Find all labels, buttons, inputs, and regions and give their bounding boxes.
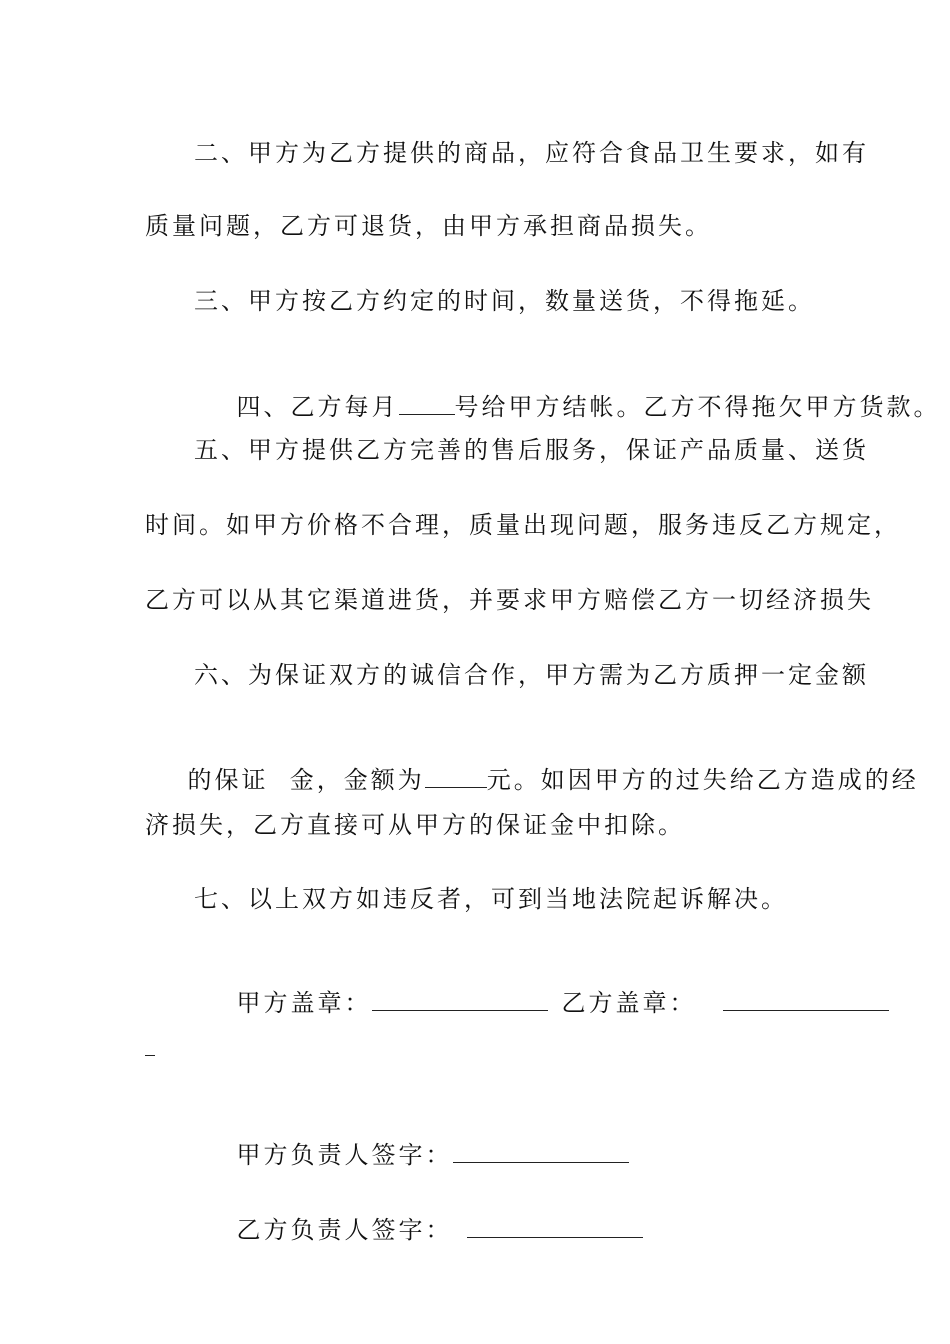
party-b-seal-label: 乙方盖章： (561, 989, 697, 1017)
party-b-signer-blank (467, 1215, 643, 1238)
clause-6-line-3: 济损失，乙方直接可从甲方的保证金中扣除。 (145, 811, 685, 839)
party-a-seal-label: 甲方盖章： (236, 989, 372, 1017)
clause-6-line-1: 六、为保证双方的诚信合作，甲方需为乙方质押一定金额 (194, 661, 869, 689)
clause-5-line-3: 乙方可以从其它渠道进货，并要求甲方赔偿乙方一切经济损失 (145, 586, 874, 614)
clause-7: 七、以上双方如违反者，可到当地法院起诉解决。 (194, 885, 788, 913)
deposit-amount-blank (425, 765, 487, 788)
party-a-seal-blank (372, 988, 548, 1011)
seal-row (194, 958, 889, 1048)
party-b-signer-row (194, 1185, 643, 1275)
settlement-day-blank (399, 392, 455, 415)
clause-5-line-2: 时间。如甲方价格不合理，质量出现问题，服务违反乙方规定， (145, 511, 901, 539)
clause-6-text-a: 的保证 金，金额为 (187, 766, 425, 794)
party-a-signer-blank (453, 1140, 629, 1163)
party-a-signer-label: 甲方负责人签字： (236, 1141, 453, 1169)
clause-4-text-b: 号给甲方结帐。乙方不得拖欠甲方货款。 (454, 393, 941, 421)
seal-row-overflow-underline (145, 1055, 155, 1056)
party-b-signer-label: 乙方负责人签字： (236, 1216, 453, 1244)
clause-6-text-b: 元。如因甲方的过失给乙方造成的经 (486, 766, 919, 794)
clause-3: 三、甲方按乙方约定的时间，数量送货，不得拖延。 (194, 287, 815, 315)
clause-4-text-a: 四、乙方每月 (236, 393, 399, 421)
clause-2-line-1: 二、甲方为乙方提供的商品，应符合食品卫生要求，如有 (194, 139, 869, 167)
clause-5-line-1: 五、甲方提供乙方完善的售后服务，保证产品质量、送货 (194, 436, 869, 464)
clause-2-line-2: 质量问题，乙方可退货，由甲方承担商品损失。 (145, 212, 712, 240)
party-b-seal-blank (723, 988, 889, 1011)
